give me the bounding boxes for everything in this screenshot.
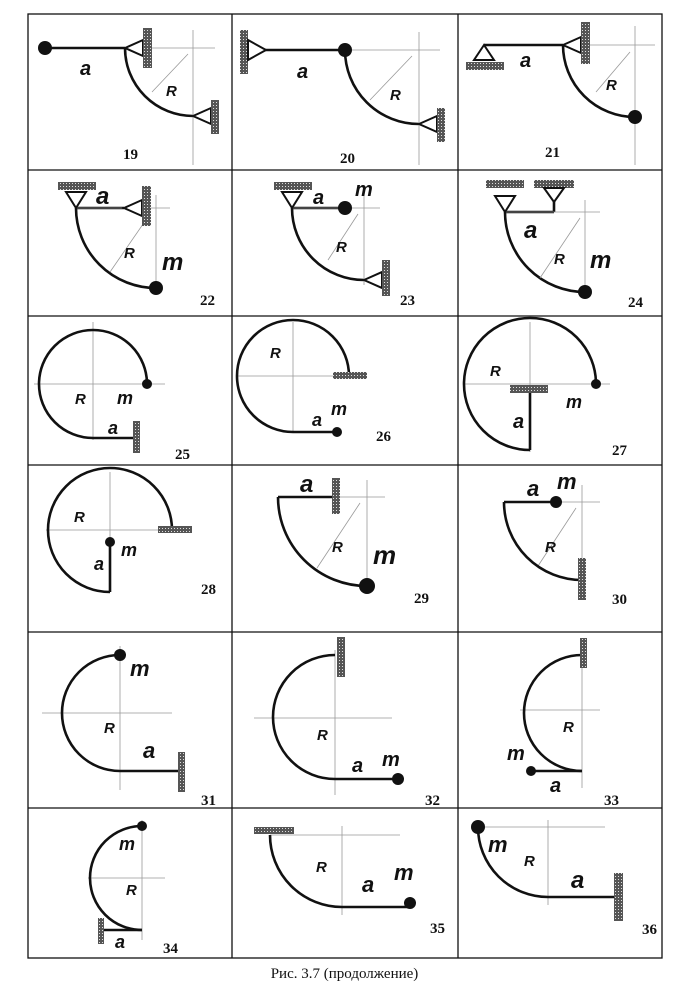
label-a: a [143,738,156,763]
ceiling-hatch [254,827,294,834]
label-R: R [270,345,281,362]
mass-dot [149,281,163,295]
label-a: a [115,932,126,952]
wall-hatch [333,372,367,379]
label-a: a [571,867,585,894]
pin-support-icon [66,192,86,208]
cell-number: 35 [430,921,445,937]
mass-dot [142,379,152,389]
cell-27 [464,318,628,459]
ceiling-hatch [274,182,312,190]
label-R: R [390,87,401,104]
label-a: a [513,411,525,433]
label-m: m [162,249,184,276]
wall-hatch [143,28,152,68]
label-m: m [394,860,414,885]
wall-hatch [98,918,104,944]
hinge-support-icon [474,45,494,60]
wall-hatch [437,108,445,142]
label-m: m [121,540,138,560]
wall-hatch [158,526,192,533]
ceiling-hatch [58,182,96,190]
cell-number: 28 [201,582,216,598]
cell-29 [278,471,429,607]
label-a: a [550,775,562,797]
wall-hatch [382,260,390,296]
cell-24 [486,180,644,311]
wall-hatch [578,558,586,600]
label-m: m [331,399,348,419]
label-m: m [488,832,508,857]
cell-19-drawing [45,48,193,116]
label-R: R [332,539,343,556]
cell-33 [507,638,619,809]
label-R: R [563,719,574,736]
label-m: m [117,388,134,408]
cell-34 [88,820,179,957]
mass-dot [591,379,601,389]
cell-number: 27 [612,443,627,459]
label-a: a [96,183,110,210]
mass-dot [338,43,352,57]
label-R: R [524,853,535,870]
label-m: m [373,540,397,570]
mass-dot [38,41,52,55]
cell-number: 32 [425,793,440,809]
cell-28 [46,468,216,598]
cell-26 [237,320,392,445]
label-m: m [507,743,525,765]
cell-23-drawing [292,208,364,280]
label-m: m [566,392,583,412]
label-m: m [355,179,373,201]
wall-hatch [142,186,151,226]
wall-hatch [581,22,590,64]
cell-20 [240,30,445,167]
pin-support-icon [125,40,143,56]
wall-hatch [332,478,340,514]
mass-dot [105,537,115,547]
cell-22 [58,182,215,309]
cell-number: 30 [612,592,627,608]
cell-23 [274,179,415,309]
label-R: R [124,245,135,262]
label-R: R [166,83,177,100]
cell-number: 25 [175,447,190,463]
mass-dot [359,578,375,594]
mass-dot [392,773,404,785]
cell-number: 24 [628,295,643,311]
pin-support-icon [544,188,564,202]
mass-dot [578,285,592,299]
cell-number: 20 [340,151,355,167]
label-a: a [297,61,309,83]
ground-hatch [466,62,504,70]
pin-support-icon [282,192,302,208]
wall-hatch [211,100,219,134]
cell-number: 29 [414,591,429,607]
label-a: a [352,755,364,777]
label-m: m [119,834,136,854]
label-a: a [80,58,92,80]
label-a: a [313,187,325,209]
cell-19 [38,28,219,165]
mass-dot [471,820,485,834]
label-R: R [554,251,565,268]
label-a: a [524,217,538,244]
label-R: R [336,239,347,256]
cell-35-drawing [270,835,410,907]
label-m: m [590,247,612,274]
label-R: R [74,509,85,526]
roller-support-icon [419,116,437,132]
cell-21 [466,22,655,165]
label-R: R [75,391,86,408]
mass-dot [137,821,147,831]
wall-hatch [337,637,345,677]
wall-hatch [240,30,248,74]
cell-number: 36 [642,922,657,938]
cell-31 [42,646,216,809]
label-R: R [104,720,115,737]
label-R: R [317,727,328,744]
label-a: a [520,50,532,72]
cell-30-drawing [504,502,582,580]
label-R: R [490,363,501,380]
cell-number: 31 [201,793,216,809]
mass-dot [332,427,342,437]
mass-dot [628,110,642,124]
mass-dot [114,649,126,661]
pin-support-icon [248,40,266,60]
label-R: R [316,859,327,876]
label-a: a [362,872,375,897]
ceiling-hatch [534,180,574,188]
cell-35 [254,826,445,937]
mass-dot [404,897,416,909]
wall-hatch [178,752,185,792]
cell-36 [471,820,658,938]
mass-dot [338,201,352,215]
cell-number: 21 [545,145,560,161]
cell-number: 22 [200,293,215,309]
cell-32 [254,637,440,809]
mass-dot [550,496,562,508]
label-m: m [382,749,400,771]
label-m: m [130,656,150,681]
roller-support-icon [364,272,382,288]
ceiling-hatch [486,180,524,188]
wall-hatch [133,421,140,453]
ceiling-hatch [510,385,548,393]
pin-support-icon [563,37,581,53]
cell-number: 23 [400,293,415,309]
wall-hatch [580,638,587,668]
cell-33-drawing [524,655,582,771]
cell-number: 33 [604,793,619,809]
label-m: m [557,469,577,494]
cell-32-drawing [273,655,398,779]
label-R: R [606,77,617,94]
cell-29-drawing [278,497,367,586]
roller-support-icon [193,108,211,124]
cell-number: 34 [163,941,178,957]
mass-dot [526,766,536,776]
label-a: a [312,410,323,430]
pin-support-icon [495,196,515,212]
cell-30 [504,469,627,608]
label-R: R [126,882,137,899]
cell-number: 19 [123,147,138,163]
label-a: a [94,554,105,574]
figure-caption: Рис. 3.7 (продолжение) [270,966,419,982]
pin-support-icon [124,200,142,216]
cell-25 [34,322,190,463]
label-a: a [527,476,540,501]
label-R: R [545,539,556,556]
label-a: a [108,418,119,438]
cell-number: 26 [376,429,391,445]
wall-hatch [614,873,623,921]
label-a: a [300,471,314,498]
